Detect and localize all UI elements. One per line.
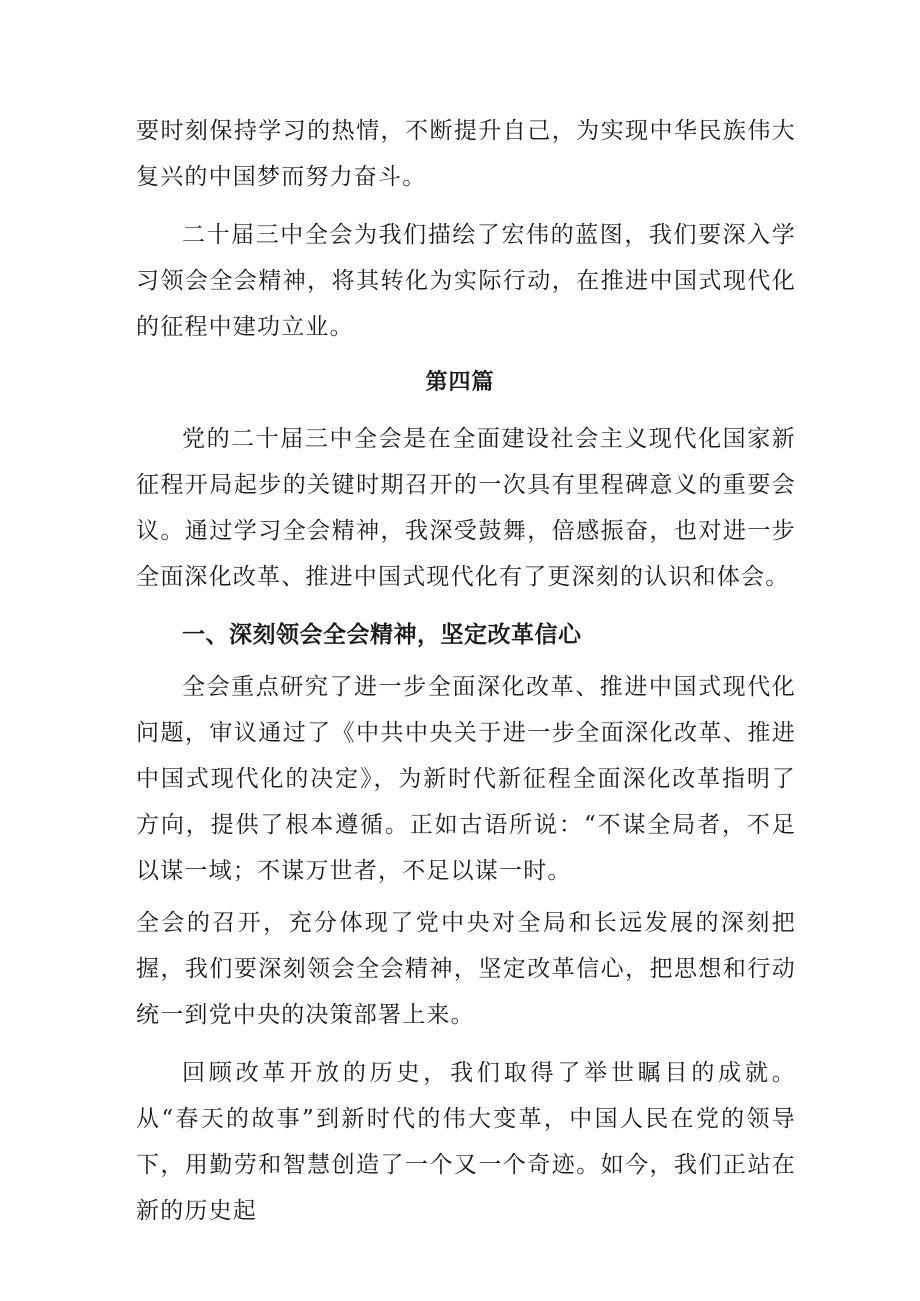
- paragraph-6: 回顾改革开放的历史，我们取得了举世瞩目的成就。从“春天的故事”到新时代的伟大变革，中国人民在党的领导下，用勤劳和智慧创造了一个又一个奇迹。如今，我们正站在新的历史起: [136, 1060, 796, 1224]
- paragraph-2: 二十届三中全会为我们描绘了宏伟的蓝图，我们要深入学习领会全会精神，将其转化为实际行动，在推进中国式现代化的征程中建功立业。: [136, 222, 796, 340]
- paragraph-3: 党的二十届三中全会是在全面建设社会主义现代化国家新征程开局起步的关键时期召开的一次具有里程碑意义的重要会议。通过学习全会精神，我深受鼓舞，倍感振奋，也对进一步全面深化改革、推进中国式现代化有了更深刻的认识和体会。: [136, 426, 796, 590]
- paragraph-1: 要时刻保持学习的热情，不断提升自己，为实现中华民族伟大复兴的中国梦而努力奋斗。: [136, 118, 796, 190]
- section-title: 第四篇: [425, 369, 495, 395]
- paragraph-5: 全会的召开，充分体现了党中央对全局和长远发展的深刻把握，我们要深刻领会全会精神，坚定改革信心，把思想和行动统一到党中央的决策部署上来。: [136, 910, 796, 1028]
- subheading-1: 一、深刻领会全会精神，坚定改革信心: [182, 622, 582, 648]
- paragraph-4: 全会重点研究了进一步全面深化改革、推进中国式现代化问题，审议通过了《中共中央关于进一步全面深化改革、推进中国式现代化的决定》，为新时代新征程全面深化改革指明了方向，提供了根本遵循。正如古语所说：“不谋全局者，不足以谋一域；不谋万世者，不足以谋一时。: [136, 674, 796, 884]
